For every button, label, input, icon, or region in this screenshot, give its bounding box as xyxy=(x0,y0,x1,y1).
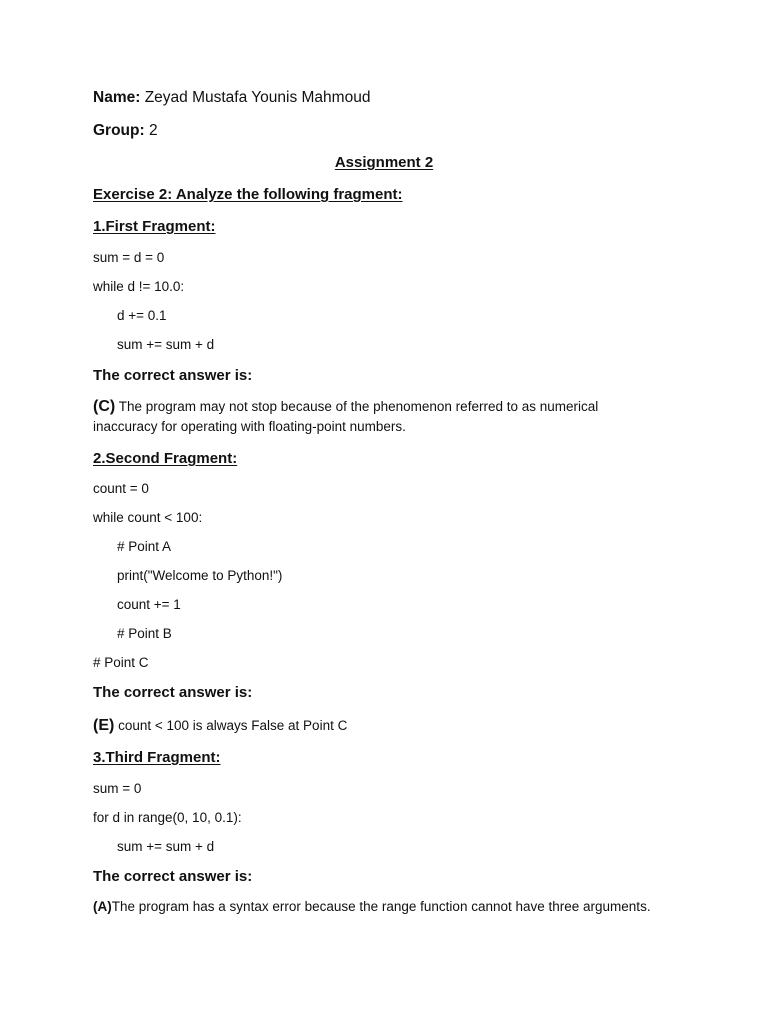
fragment1-code-line: sum += sum + d xyxy=(117,337,215,352)
fragment1-answer-heading: The correct answer is: xyxy=(93,367,253,384)
group-value: 2 xyxy=(144,122,158,139)
fragment2-code-line: # Point C xyxy=(93,655,149,670)
group-line xyxy=(93,122,158,140)
fragment2-code-line: # Point B xyxy=(117,626,172,641)
fragment2-answer-letter: (E) xyxy=(93,717,115,734)
fragment2-code-line: count = 0 xyxy=(93,481,149,496)
fragment3-code-line: sum = 0 xyxy=(93,781,142,796)
fragment2-code-line: # Point A xyxy=(117,539,172,554)
fragment3-code-line: for d in range(0, 10, 0.1): xyxy=(93,810,242,825)
fragment3-answer-text: The program has a syntax error because the range function cannot have three arguments. xyxy=(111,899,651,914)
fragment2-answer-heading: The correct answer is: xyxy=(93,684,253,701)
fragment1-code-line: sum = d = 0 xyxy=(93,250,165,265)
name-value: Zeyad Mustafa Younis Mahmoud xyxy=(140,89,371,106)
fragment2-code-line: count += 1 xyxy=(117,597,181,612)
fragment2-heading: 2.Second Fragment: xyxy=(93,450,238,467)
fragment1-heading: 1.First Fragment: xyxy=(93,218,216,235)
fragment1-answer-text: The program may not stop because of the phenomenon referred to as numerical inaccuracy for operating with floating-point numbers. xyxy=(93,399,599,434)
name-line xyxy=(93,89,370,107)
group-label: Group: xyxy=(93,122,145,139)
fragment2-answer xyxy=(93,716,653,736)
fragment1-answer xyxy=(93,397,653,437)
document-title: Assignment 2 xyxy=(334,154,434,171)
fragment2-code-line: while count < 100: xyxy=(93,510,203,525)
fragment3-answer xyxy=(93,897,653,917)
fragment1-code-line: d += 0.1 xyxy=(117,308,167,323)
fragment2-answer-text: count < 100 is always False at Point C xyxy=(114,718,348,733)
fragment1-code-line: while d != 10.0: xyxy=(93,279,185,294)
fragment3-answer-heading: The correct answer is: xyxy=(93,868,253,885)
fragment3-code-line: sum += sum + d xyxy=(117,839,215,854)
fragment1-answer-letter: (C) xyxy=(93,398,116,415)
fragment2-code-line: print("Welcome to Python!") xyxy=(117,568,283,583)
fragment3-heading: 3.Third Fragment: xyxy=(93,749,221,766)
exercise-heading: Exercise 2: Analyze the following fragment: xyxy=(93,186,403,203)
name-label: Name: xyxy=(93,89,141,106)
fragment3-answer-letter: (A) xyxy=(93,899,112,914)
